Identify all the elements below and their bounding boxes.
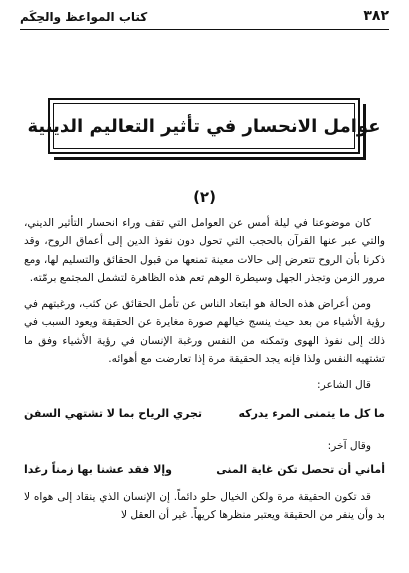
- paragraph-2: ومن أعراض هذه الحالة هو ابتعاد الناس عن تأمل الحقائق عن كثب، ورغبتهم في رؤية الأشياء من بعد حيث ينسج خيالهم صورة مغايرة عن الحقيقة ويعود السبب في ذلك إلى نفوذ الهوى وتمكنه من النفس ورغبة الإنسان في رؤية الأشياء وفق ما تشتهيه النفس ولذا فإنه يجد الحقيقة مرة إذا تعارضت مع أهوائه.: [24, 298, 385, 366]
- body-text: [24, 214, 385, 524]
- verse-2: [24, 461, 385, 479]
- paragraph-1: كان موضوعنا في ليلة أمس عن العوامل التي تقف وراء انحسار التأثير الديني، والتي عبر عنها القرآن بالحجب التي تحول دون نفوذ الدين إلى أعماق الروح، وقد ذكرنا بأن الروح تتعرض إلى حالات معينة تمنعها من قبول الحقائق والتسليم لها، ومع مرور الزمن وتجذر الجهل وسيطرة الوهم تعم هذه الظاهرة لتشمل المجتمع برمّته.: [24, 217, 385, 284]
- section-number: (٢): [193, 188, 216, 206]
- verse-2-hemistich-1: أماني أن تحصل تكن غاية المنى: [216, 463, 385, 477]
- chapter-title: عوامل الانحسار في تأثير التعاليم الدينية: [27, 115, 381, 137]
- chapter-title-frame: [27, 98, 381, 154]
- poet2-label: وقال آخر:: [327, 439, 371, 452]
- verse-1-hemistich-1: ما كل ما يتمنى المرء يدركه: [238, 406, 385, 420]
- page-number: ٣٨٢: [363, 8, 389, 24]
- paragraph-3: قد تكون الحقيقة مرة ولكن الخيال حلو دائماً. إن الإنسان الذي ينقاد إلى هواه لا بد وأن ينفر من الحقيقة ويعتبر منظرها كريهاً. غير أن العقل لا: [24, 490, 385, 521]
- header-divider: [20, 29, 389, 30]
- page-header: [20, 8, 389, 28]
- verse-1-hemistich-2: تجري الرياح بما لا تشتهي السفن: [24, 406, 203, 420]
- poet1-label: قال الشاعر:: [317, 379, 371, 392]
- book-title: كتاب المواعظ والحِكَم: [20, 10, 148, 24]
- chapter-title-inner-frame: [27, 103, 381, 149]
- verse-2-hemistich-2: وإلا فقد عشنا بها زمناً رغدا: [24, 463, 173, 477]
- verse-1: [24, 405, 385, 423]
